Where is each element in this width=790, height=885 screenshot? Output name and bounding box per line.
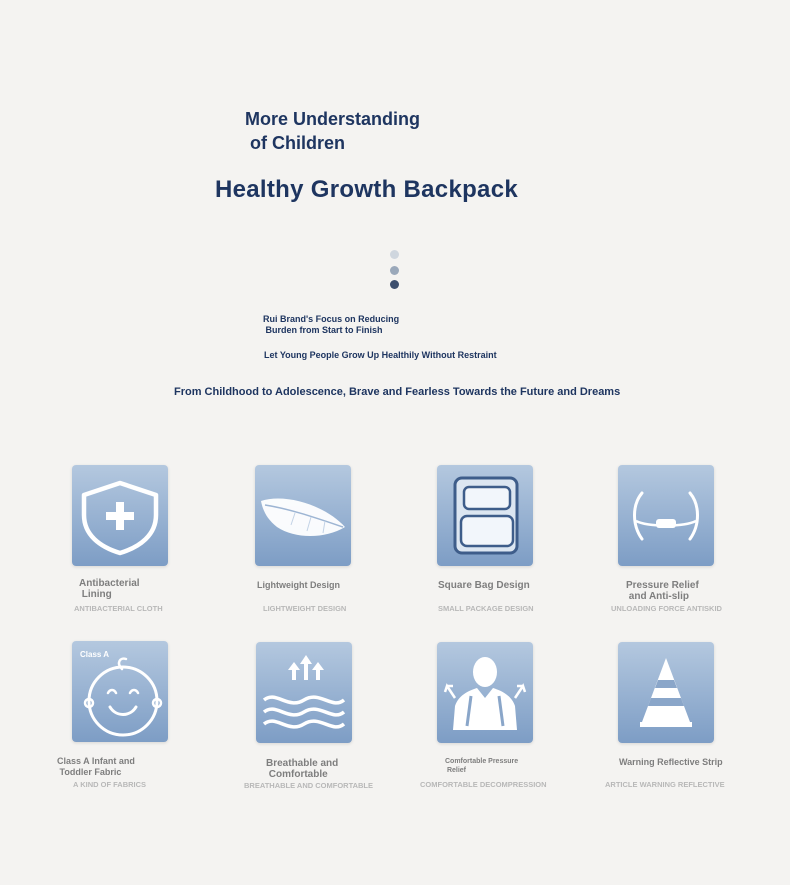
- focus-line-2: Burden from Start to Finish: [263, 325, 383, 335]
- feature-tile-pressure-relief: [618, 465, 714, 566]
- pager-dot-mid: [390, 266, 399, 275]
- grow-note: Let Young People Grow Up Healthily Without Restraint: [264, 350, 497, 360]
- feature-title-square-bag: Square Bag Design: [438, 580, 530, 591]
- shield-plus-icon: [72, 465, 168, 566]
- feature-subtitle-breathable: BREATHABLE AND COMFORTABLE: [244, 781, 374, 790]
- feature-title-reflective: Warning Reflective Strip: [619, 757, 723, 767]
- feature-tile-antibacterial: [72, 465, 168, 566]
- pager-dot-light: [390, 250, 399, 259]
- feature-subtitle-square-bag: SMALL PACKAGE DESIGN: [438, 604, 534, 613]
- feature-subtitle-pressure-relief: UNLOADING FORCE ANTISKID: [611, 604, 722, 613]
- feature-tile-breathable: [256, 642, 352, 743]
- feature-title-class-a: Class A Infant and Toddler Fabric: [57, 756, 135, 777]
- class-a-badge: Class A: [80, 650, 110, 659]
- strap-spine-icon: [618, 465, 714, 566]
- feature-subtitle-reflective: ARTICLE WARNING REFLECTIVE: [605, 780, 725, 789]
- feather-icon: [255, 465, 351, 566]
- feature-title-lightweight: Lightweight Design: [257, 580, 340, 590]
- feature-tile-reflective: [618, 642, 714, 743]
- breathable-waves-icon: [256, 642, 352, 743]
- square-bag-icon: [437, 465, 533, 566]
- page-title: Healthy Growth Backpack: [215, 176, 518, 203]
- feature-title-antibacterial: Antibacterial Lining: [79, 578, 140, 600]
- feature-subtitle-class-a: A KIND OF FABRICS: [73, 780, 147, 789]
- pager-dot-dark: [390, 280, 399, 289]
- feature-subtitle-comfort-relief: COMFORTABLE DECOMPRESSION: [420, 780, 547, 789]
- reflective-cone-icon: [618, 642, 714, 743]
- title-line-1: More Understanding: [245, 109, 421, 129]
- slogan: From Childhood to Adolescence, Brave and Fearless Towards the Future and Dreams: [174, 386, 621, 398]
- feature-title-pressure-relief: Pressure Relief and Anti-slip: [626, 580, 699, 602]
- feature-title-comfort-relief: Comfortable Pressure Relief: [445, 758, 519, 774]
- focus-line-1: Rui Brand's Focus on Reducing: [263, 314, 400, 324]
- baby-face-icon: [72, 641, 168, 742]
- feature-tile-lightweight: [255, 465, 351, 566]
- feature-tile-comfort-relief: [437, 642, 533, 743]
- feature-tile-square-bag: [437, 465, 533, 566]
- feature-tile-class-a: [72, 641, 168, 742]
- feature-subtitle-antibacterial: ANTIBACTERIAL CLOTH: [74, 604, 163, 613]
- title-line-2: of Children: [245, 133, 345, 153]
- feature-title-breathable: Breathable and Comfortable: [266, 758, 339, 780]
- feature-subtitle-lightweight: LIGHTWEIGHT DESIGN: [263, 604, 347, 613]
- shoulder-relief-icon: [437, 642, 533, 743]
